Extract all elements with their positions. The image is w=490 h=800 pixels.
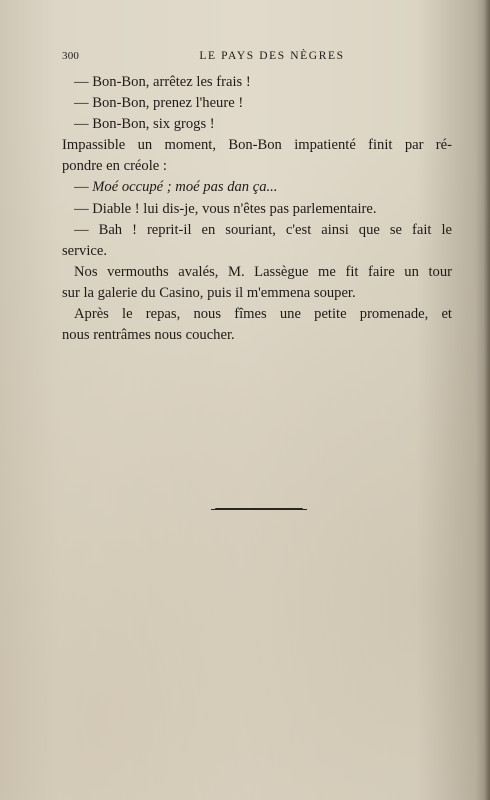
text-line: — Bah ! reprit-il en souriant, c'est ainsi que se fait le <box>74 221 452 238</box>
text-line: Impassible un moment, Bon-Bon impatienté finit par ré- <box>62 137 452 154</box>
section-end-rule <box>215 508 303 510</box>
page-header <box>62 50 452 66</box>
text-line: — Bon-Bon, arrêtez les frais ! <box>74 74 251 90</box>
running-title: LE PAYS DES NÈGRES <box>199 50 345 62</box>
text-line: Nos vermouths avalés, M. Lassègue me fit faire un tour <box>74 263 452 280</box>
text-line: — Bon-Bon, six grogs ! <box>74 116 215 133</box>
text-line: pondre en créole : <box>62 158 167 175</box>
text-line: nous rentrâmes nous coucher. <box>62 327 235 344</box>
page-body-text <box>62 72 452 346</box>
text-line: sur la galerie du Casino, puis il m'emmena souper. <box>62 284 356 301</box>
text-line-creole <box>74 177 452 198</box>
text-line: — Bon-Bon, prenez l'heure ! <box>74 95 244 112</box>
dash: — <box>74 179 93 196</box>
text-line: — Diable ! lui dis-je, vous n'êtes pas parlementaire. <box>74 200 377 217</box>
page-number: 300 <box>62 50 80 62</box>
text-line: service. <box>62 242 107 259</box>
text-line: Après le repas, nous fîmes une petite promenade, et <box>74 306 452 323</box>
creole-quote: Moé occupé ; moé pas dan ça... <box>92 179 278 196</box>
